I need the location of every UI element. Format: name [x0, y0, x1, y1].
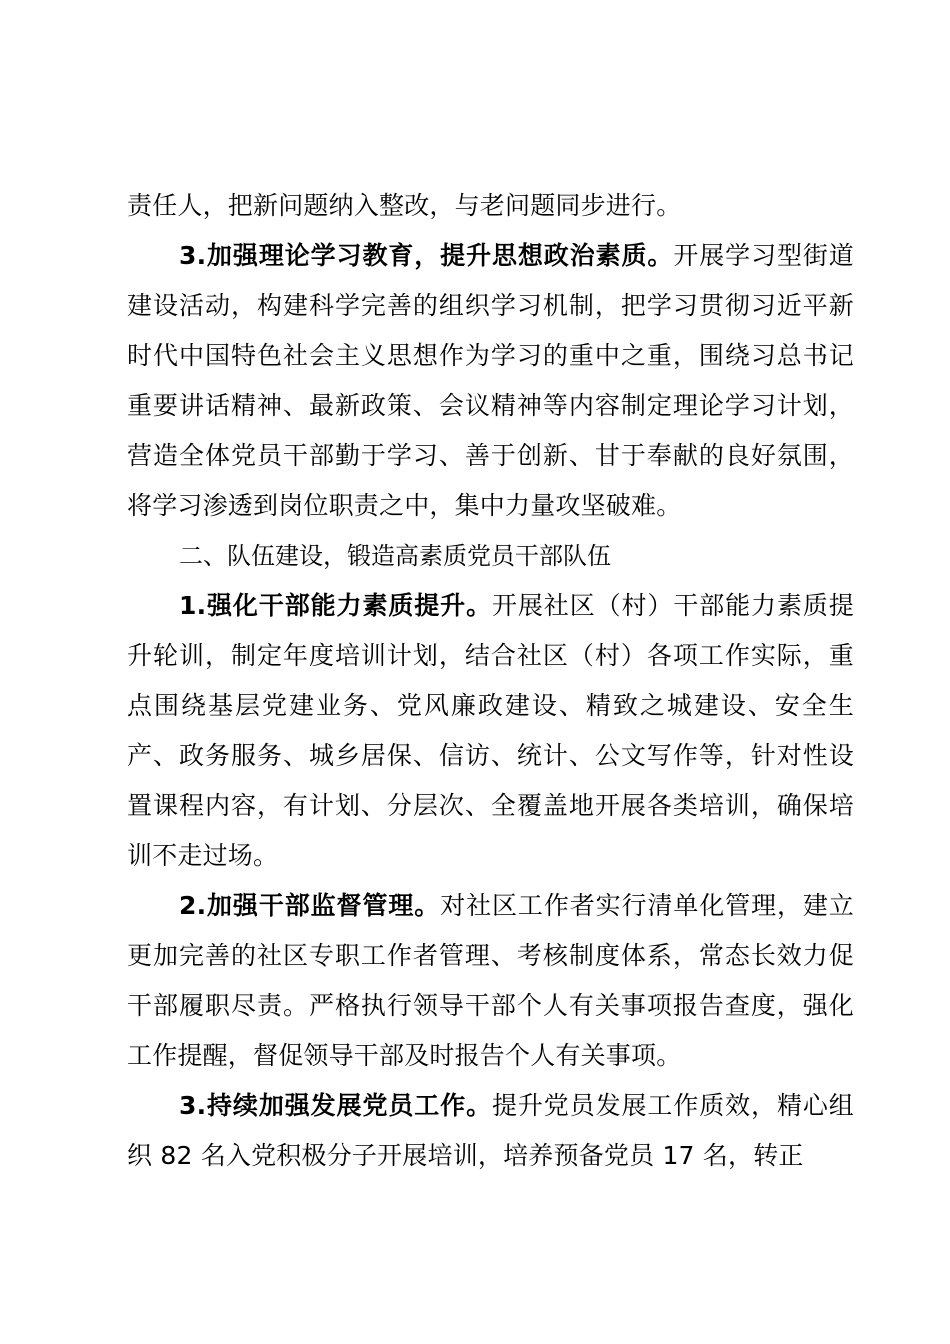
paragraph-continuation: [127, 181, 854, 231]
paragraph-text: 提升党员发展工作质效，精心组织 82 名入党积极分子开展培训，培养预备党员 17 名，转正: [127, 1091, 854, 1170]
paragraph-text: 开展学习型街道建设活动，构建科学完善的组织学习机制，把学习贯彻习近平新时代中国特色社会主义思想作为学习的重中之重，围绕习总书记重要讲话精神、最新政策、会议精神等内容制定理论学习计划，营造全体党员干部勤于学习、善于创新、甘于奉献的良好氛围，将学习渗透到岗位职责之中，集中力量攻坚破难。: [127, 241, 854, 520]
paragraph-lead: 3.持续加强发展党员工作。: [179, 1091, 492, 1120]
paragraph-text: 对社区工作者实行清单化管理，建立更加完善的社区专职工作者管理、考核制度体系，常态长效力促干部履职尽责。严格执行领导干部个人有关事项报告查度，强化工作提醒，督促领导干部及时报告个人有关事项。: [127, 891, 855, 1070]
paragraph-lead: 3.加强理论学习教育，提升思想政治素质。: [179, 241, 674, 270]
paragraph-lead: 1.强化干部能力素质提升。: [179, 591, 492, 620]
paragraph-cadre-supervision: [127, 881, 854, 1081]
paragraph-theory-study: [127, 231, 854, 531]
section-heading: 二、队伍建设，锻造高素质党员干部队伍: [179, 542, 611, 570]
document-page: [127, 181, 854, 1181]
paragraph-text: 责任人，把新问题纳入整改，与老问题同步进行。: [127, 191, 682, 220]
paragraph-party-development: [127, 1081, 854, 1181]
paragraph-lead: 2.加强干部监督管理。: [179, 891, 441, 920]
paragraph-cadre-ability: [127, 581, 854, 881]
paragraph-text: 开展社区（村）干部能力素质提升轮训，制定年度培训计划，结合社区（村）各项工作实际，重点围绕基层党建业务、党风廉政建设、精致之城建设、安全生产、政务服务、城乡居保、信访、统计、公文写作等，针对性设置课程内容，有计划、分层次、全覆盖地开展各类培训，确保培训不走过场。: [127, 591, 854, 870]
